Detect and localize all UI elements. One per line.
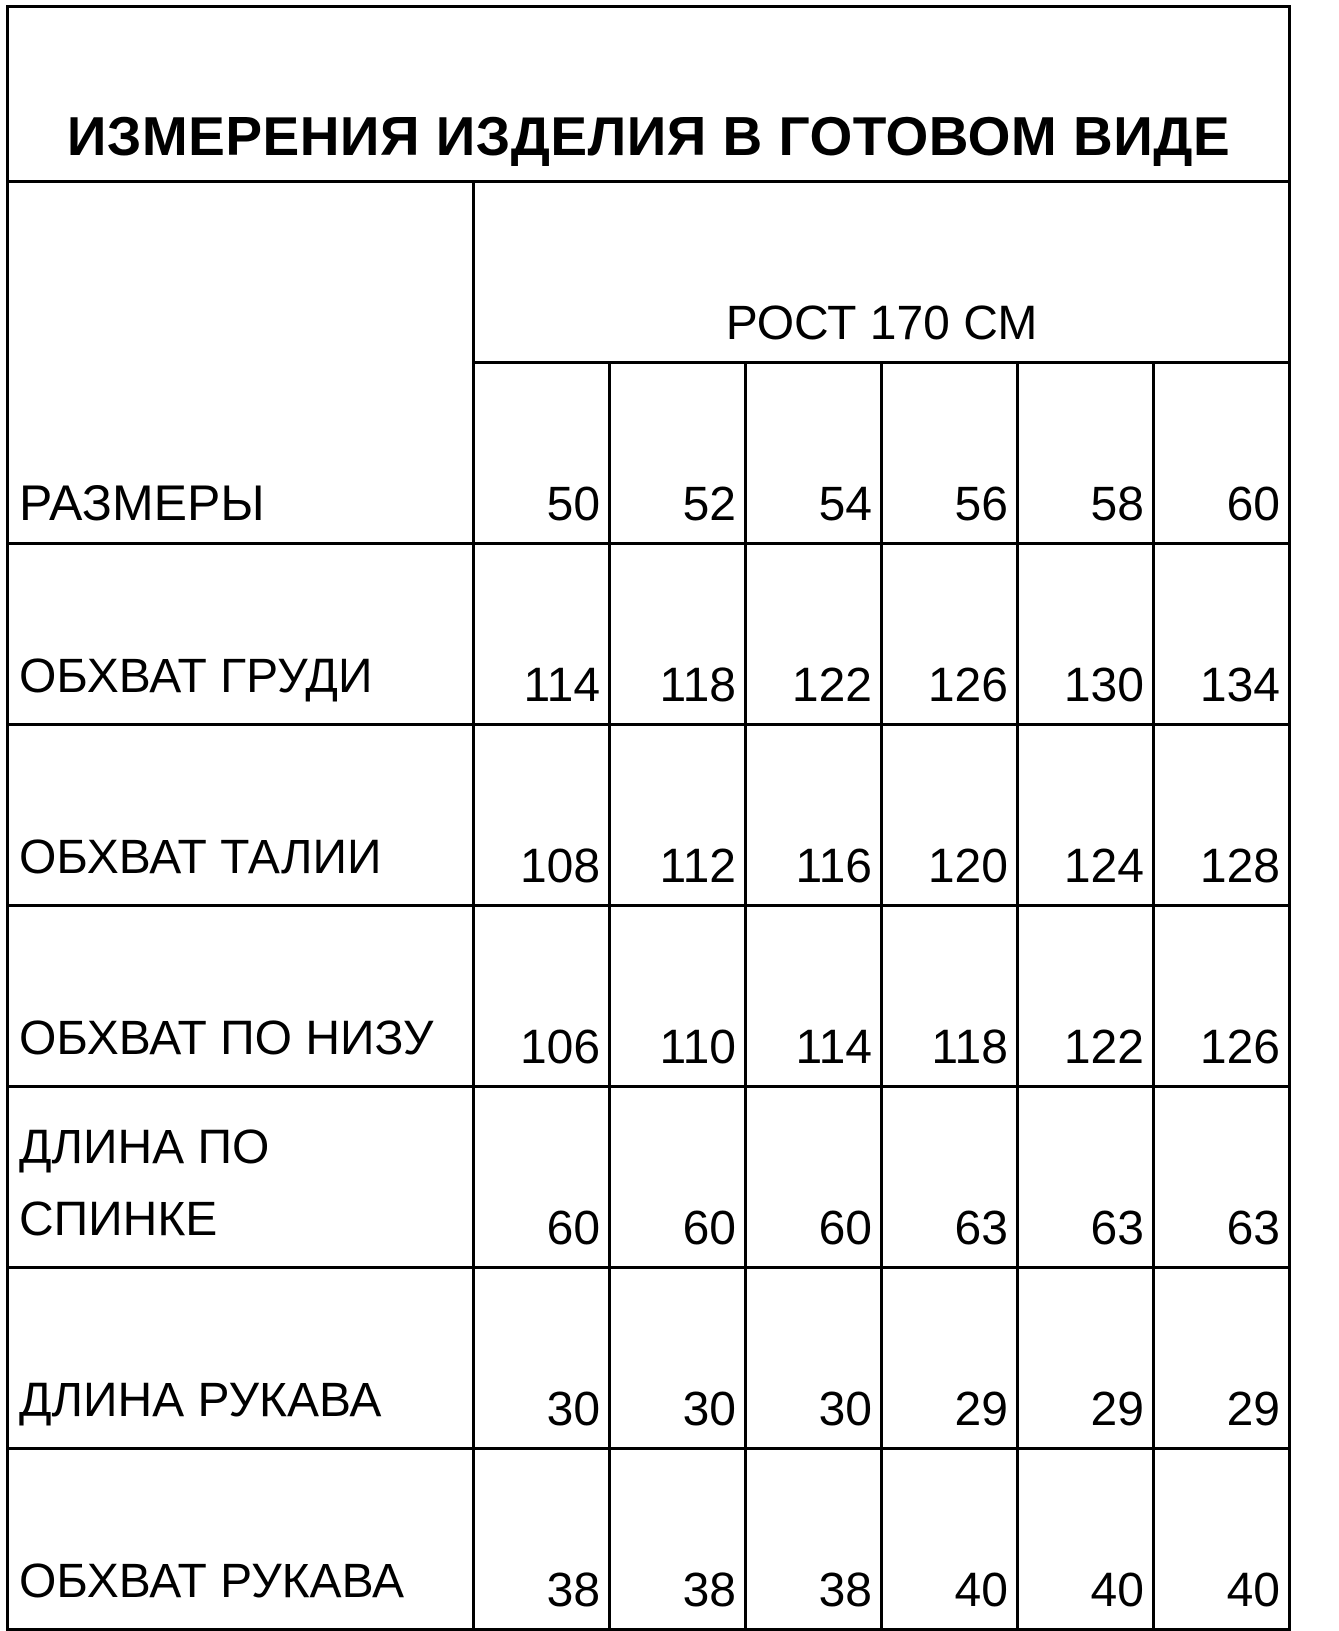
value-cell: 60 <box>746 1087 882 1268</box>
value-cell: 63 <box>881 1087 1017 1268</box>
height-header: РОСТ 170 СМ <box>474 182 1290 363</box>
row-label: ОБХВАТ ТАЛИИ <box>8 725 474 906</box>
value-cell: 30 <box>610 1268 746 1449</box>
value-cell: 120 <box>881 725 1017 906</box>
value-cell: 60 <box>474 1087 610 1268</box>
value-cell: 30 <box>746 1268 882 1449</box>
value-cell: 60 <box>610 1087 746 1268</box>
value-cell: 110 <box>610 906 746 1087</box>
value-cell: 63 <box>1153 1087 1289 1268</box>
size-cell: 60 <box>1153 363 1289 544</box>
value-cell: 38 <box>474 1449 610 1630</box>
row-label-line1: ДЛИНА ПО <box>19 1121 270 1174</box>
table-row-waist <box>8 725 1290 906</box>
value-cell: 126 <box>881 544 1017 725</box>
value-cell: 116 <box>746 725 882 906</box>
size-cell: 50 <box>474 363 610 544</box>
size-row-label: РАЗМЕРЫ <box>8 182 474 544</box>
row-label <box>8 1087 474 1268</box>
value-cell: 106 <box>474 906 610 1087</box>
table-title: ИЗМЕРЕНИЯ ИЗДЕЛИЯ В ГОТОВОМ ВИДЕ <box>8 7 1290 182</box>
value-cell: 29 <box>1017 1268 1153 1449</box>
value-cell: 108 <box>474 725 610 906</box>
value-cell: 122 <box>1017 906 1153 1087</box>
value-cell: 38 <box>610 1449 746 1630</box>
value-cell: 134 <box>1153 544 1289 725</box>
value-cell: 124 <box>1017 725 1153 906</box>
size-cell: 52 <box>610 363 746 544</box>
value-cell: 126 <box>1153 906 1289 1087</box>
value-cell: 40 <box>1153 1449 1289 1630</box>
value-cell: 63 <box>1017 1087 1153 1268</box>
value-cell: 114 <box>474 544 610 725</box>
measurements-table <box>6 5 1291 1631</box>
value-cell: 118 <box>610 544 746 725</box>
value-cell: 114 <box>746 906 882 1087</box>
row-label-line2: СПИНКЕ <box>19 1193 218 1246</box>
value-cell: 30 <box>474 1268 610 1449</box>
value-cell: 118 <box>881 906 1017 1087</box>
size-cell: 56 <box>881 363 1017 544</box>
value-cell: 38 <box>746 1449 882 1630</box>
value-cell: 128 <box>1153 725 1289 906</box>
size-cell: 54 <box>746 363 882 544</box>
size-cell: 58 <box>1017 363 1153 544</box>
row-label: ОБХВАТ РУКАВА <box>8 1449 474 1630</box>
table-row-chest <box>8 544 1290 725</box>
row-label: ДЛИНА РУКАВА <box>8 1268 474 1449</box>
value-cell: 122 <box>746 544 882 725</box>
value-cell: 40 <box>1017 1449 1153 1630</box>
value-cell: 112 <box>610 725 746 906</box>
value-cell: 29 <box>881 1268 1017 1449</box>
row-label: ОБХВАТ ПО НИЗУ <box>8 906 474 1087</box>
table-row-back-length <box>8 1087 1290 1268</box>
value-cell: 29 <box>1153 1268 1289 1449</box>
table-row-hem <box>8 906 1290 1087</box>
value-cell: 130 <box>1017 544 1153 725</box>
value-cell: 40 <box>881 1449 1017 1630</box>
table-row-sleeve-length <box>8 1268 1290 1449</box>
measurements-sheet <box>6 5 1291 1616</box>
table-row-sleeve-girth <box>8 1449 1290 1630</box>
row-label: ОБХВАТ ГРУДИ <box>8 544 474 725</box>
